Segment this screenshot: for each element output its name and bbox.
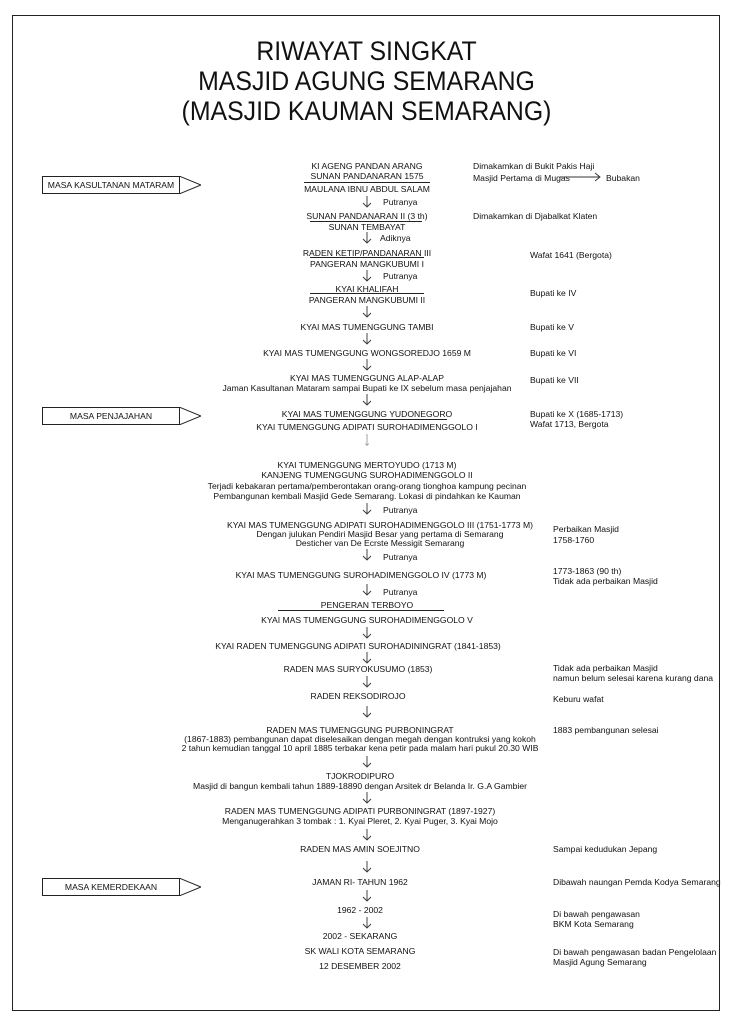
arrow-down-icon: [362, 706, 372, 718]
arrow-down-icon: [362, 270, 372, 282]
surohadimenggolo-i: KYAI TUMENGGUNG ADIPATI SUROHADIMENGGOLO I: [256, 422, 478, 432]
tjokrodipuro-note: Masjid di bangun kembali tahun 1889-18890 dengan Arsitek dr Belanda Ir. G.A Gambier: [193, 781, 527, 791]
divider: [304, 182, 430, 183]
surohadimenggolo-iii: KYAI MAS TUMENGGUNG ADIPATI SUROHADIMENGGOLO III (1751-1773 M): [227, 520, 533, 530]
pangeran-mangkubumi-ii: PANGERAN MANGKUBUMI II: [308, 295, 426, 305]
kyai-khalifah: KYAI KHALIFAH: [335, 284, 399, 294]
arrow-down-icon: [362, 890, 372, 902]
kanjeng-note-2: Pembangunan kembali Masjid Gede Semarang. Lokasi di pindahkan ke Kauman: [213, 491, 521, 501]
note-1773-1863: 1773-1863 (90 th): [553, 566, 622, 576]
arrow-down-icon: [362, 676, 372, 688]
raden-reksodirojo: RADEN REKSODIROJO: [310, 691, 406, 701]
arrow-down-icon: [362, 434, 372, 446]
arrow-down-icon: [362, 232, 372, 244]
purboningrat-note-1: (1867-1883) pembangunan dapat diselesaikan dengan megah dengan kontruksi yang kokoh: [184, 734, 536, 744]
relation-label: Putranya: [383, 505, 418, 515]
era-kemerdekaan: MASA KEMERDEKAAN: [42, 878, 202, 896]
kyai-tumenggung-mertoyudo: KYAI TUMENGGUNG MERTOYUDO (1713 M): [277, 460, 457, 470]
maulana-ibnu-abdul-salam: MAULANA IBNU ABDUL SALAM: [304, 184, 430, 194]
kyai-mas-tumenggung-wongsoredjo: KYAI MAS TUMENGGUNG WONGSOREDJO 1659 M: [263, 348, 471, 358]
sunan-pandanaran-ii: SUNAN PANDANARAN II (3 th): [306, 211, 428, 221]
title-line-3: (MASJID KAUMAN SEMARANG): [181, 96, 552, 126]
chevron-right-icon: [179, 878, 201, 896]
arrow-down-icon: [362, 829, 372, 841]
raden-mas-amin-soejitno: RADEN MAS AMIN SOEJITNO: [300, 844, 420, 854]
kanjeng-note-1: Terjadi kebakaran pertama/pemberontakan orang-orang tionghoa kampung pecinan: [207, 481, 527, 491]
note-bupati-vi: Bupati ke VI: [530, 348, 577, 358]
raden-mas-suryokusumo: RADEN MAS SURYOKUSUMO (1853): [283, 664, 433, 674]
surohadimenggolo-iii-note-1: Dengan julukan Pendiri Masjid Besar yang pertama di Semarang: [256, 529, 504, 539]
surohadimenggolo-iv: KYAI MAS TUMENGGUNG SUROHADIMENGGOLO IV (1773 M): [235, 570, 487, 580]
arrow-down-icon: [362, 503, 372, 515]
arrow-down-icon: [362, 306, 372, 318]
arrow-right-icon: [560, 172, 602, 182]
note-pemda-kodya: Dibawah naungan Pemda Kodya Semarang: [553, 877, 721, 887]
period-2002-sekarang: 2002 - SEKARANG: [322, 931, 398, 941]
sk-date: 12 DESEMBER 2002: [319, 961, 401, 971]
era-kasultanan-mataram: MASA KASULTANAN MATARAM: [42, 176, 202, 194]
arrow-down-icon: [362, 627, 372, 639]
note-perbaikan-masjid: Perbaikan Masjid: [553, 524, 619, 534]
arrow-down-icon: [362, 792, 372, 804]
note-keburu-wafat: Keburu wafat: [553, 694, 604, 704]
note-bupati-iv: Bupati ke IV: [530, 288, 577, 298]
note-bubakan: Bubakan: [606, 173, 640, 183]
period-1962-2002: 1962 - 2002: [337, 905, 383, 915]
sunan-tembayat: SUNAN TEMBAYAT: [328, 222, 406, 232]
arrow-down-icon: [362, 584, 372, 596]
alap-alap-note: Jaman Kasultanan Mataram sampai Bupati ke IX sebelum masa penjajahan: [222, 383, 512, 393]
adipati-purboningrat: RADEN MAS TUMENGGUNG ADIPATI PURBONINGRAT (1897-1927): [224, 806, 496, 816]
surohadimenggolo-iii-note-2: Desticher van De Ecrste Messigit Semarang: [295, 538, 465, 548]
arrow-down-icon: [362, 359, 372, 371]
arrow-down-icon: [362, 394, 372, 406]
era-penjajahan: MASA PENJAJAHAN: [42, 407, 202, 425]
note-kurang-dana: namun belum selesai karena kurang dana: [553, 673, 714, 683]
note-masjid-pertama-mugas: Masjid Pertama di Mugas: [473, 173, 570, 183]
sk-wali-kota-semarang: SK WALI KOTA SEMARANG: [304, 946, 416, 956]
relation-label: Putranya: [383, 552, 418, 562]
raden-ketip: RADEN KETIP/PANDANARAN III: [302, 248, 432, 258]
purboningrat-note-2: 2 tahun kemudian tanggal 10 april 1885 terbakar kena petir pada malam hari pukul 20.30 WIB: [181, 743, 539, 753]
relation-label: Putranya: [383, 587, 418, 597]
note-tidak-ada-perbaikan: Tidak ada perbaikan Masjid: [553, 576, 658, 586]
divider: [287, 419, 447, 420]
kyai-mas-tumenggung-yudonegoro: KYAI MAS TUMENGGUNG YUDONEGORO: [281, 409, 453, 419]
arrow-down-icon: [362, 549, 372, 561]
note-wafat-1713: Wafat 1713, Bergota: [530, 419, 609, 429]
divider: [310, 257, 424, 258]
divider: [278, 610, 444, 611]
arrow-down-icon: [362, 196, 372, 208]
note-sampai-jepang: Sampai kedudukan Jepang: [553, 844, 658, 854]
note-1883-selesai: 1883 pembangunan selesai: [553, 725, 659, 735]
pangeran-mangkubumi-i: PANGERAN MANGKUBUMI I: [310, 259, 424, 269]
surohadimenggolo-v: KYAI MAS TUMENGGUNG SUROHADIMENGGOLO V: [261, 615, 473, 625]
note-wafat-1641: Wafat 1641 (Bergota): [530, 250, 612, 260]
title-line-1: RIWAYAT SINGKAT: [256, 36, 477, 66]
note-bupati-vii: Bupati ke VII: [530, 375, 579, 385]
note-bkm-kota: BKM Kota Semarang: [553, 919, 634, 929]
jaman-ri-tahun-1962: JAMAN RI- TAHUN 1962: [312, 877, 408, 887]
raden-mas-tumenggung-purboningrat: RADEN MAS TUMENGGUNG PURBONINGRAT: [266, 725, 454, 735]
kyai-mas-tumenggung-alap-alap: KYAI MAS TUMENGGUNG ALAP-ALAP: [290, 373, 444, 383]
note-djabalkat-klaten: Dimakamkan di Djabalkat Klaten: [473, 211, 598, 221]
note-bukit-pakis-haji: Dimakamkan di Bukit Pakis Haji: [473, 161, 595, 171]
note-badan-pengelolaan: Di bawah pengawasan badan Pengelolaan: [553, 947, 717, 957]
chevron-right-icon: [179, 176, 201, 194]
kyai-mas-tumenggung-tambi: KYAI MAS TUMENGGUNG TAMBI: [300, 322, 434, 332]
adipati-purboningrat-note: Menganugerahkan 3 tombak : 1. Kyai Pleret, 2. Kyai Puger, 3. Kyai Mojo: [222, 816, 498, 826]
title-line-2: MASJID AGUNG SEMARANG: [198, 66, 535, 96]
note-di-bawah-pengawasan: Di bawah pengawasan: [553, 909, 640, 919]
arrow-down-icon: [362, 917, 372, 929]
note-bupati-v: Bupati ke V: [530, 322, 574, 332]
arrow-down-icon: [362, 652, 372, 664]
note-1758-1760: 1758-1760: [553, 535, 595, 545]
note-masjid-agung: Masjid Agung Semarang: [553, 957, 647, 967]
relation-label: Putranya: [383, 271, 418, 281]
chevron-right-icon: [179, 407, 201, 425]
surohadiningrat: KYAI RADEN TUMENGGUNG ADIPATI SUROHADININGRAT (1841-1853): [215, 641, 501, 651]
pengeran-terboyo: PENGERAN TERBOYO: [320, 600, 414, 610]
kanjeng-surohadimenggolo-ii: KANJENG TUMENGGUNG SUROHADIMENGGOLO II: [261, 470, 473, 480]
arrow-down-icon: [362, 861, 372, 873]
ki-ageng-pandan-arang: KI AGENG PANDAN ARANG: [311, 161, 423, 171]
note-tidak-ada-perbaikan-2: Tidak ada perbaikan Masjid: [553, 663, 658, 673]
sunan-pandanaran-1575: SUNAN PANDANARAN 1575: [310, 171, 424, 181]
arrow-down-icon: [362, 333, 372, 345]
tjokrodipuro: TJOKRODIPURO: [325, 771, 395, 781]
note-bupati-x: Bupati ke X (1685-1713): [530, 409, 624, 419]
arrow-down-icon: [362, 756, 372, 768]
relation-label: Adiknya: [380, 233, 411, 243]
relation-label: Putranya: [383, 197, 418, 207]
divider: [310, 293, 424, 294]
